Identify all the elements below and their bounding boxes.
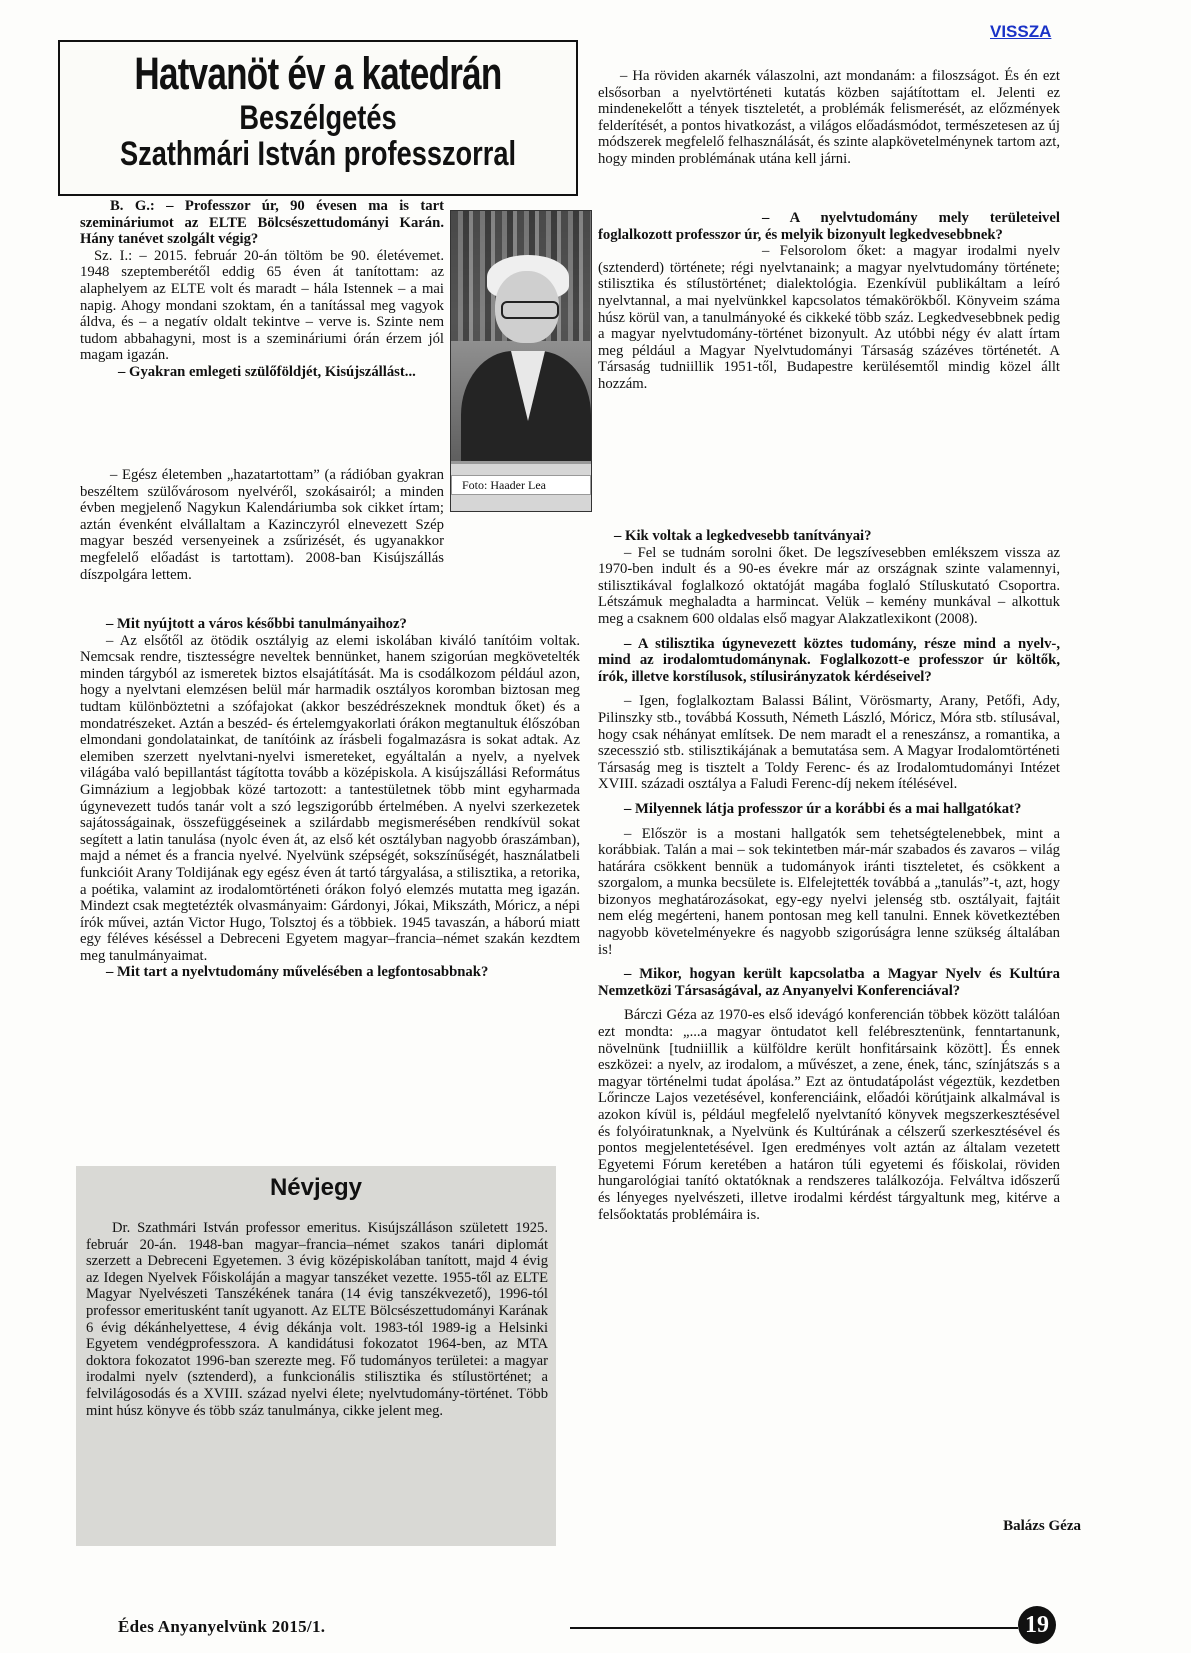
answer-3: – Az elsőtől az ötödik osztályig az elemi iskolában kiváló tanítóim voltak. Nemcsak rendre, tisztességre neveltek bennünket, hanem szigorúan megkövetelték minden tárgyból az ismeretek biztos elsajátítását. Ma is csodálkozom például azon, hogy a nyelvtani elemzésen belül már harmadik osztályos koromban biztosan meg tudtam különböztetni a szófajokat (akkor beszédrészeknek mondtuk őket) és a mondatrészeket. Aztán a beszéd- és értelemgyakorlati órákon megtanultuk élőszóban elmondani gondolatainkat, de tanítóink az írásbeli fogalmazásra is sokat adtak. Az elemiben szerzett nyelvtani-nyelvi ismereteket, egyáltalán a nyelv, a nyelvek világába való bepillantást tágította tovább a középiskola. A kisújszállási Református Gimnázium a legjobbak közé tartozott: a tantestületnek több mint egyharmada úgynevezett tudós tanár volt a szó legszigorúbb értelmében. A nyelvi szerkezetek sajátosságainak, összefüggéseinek a szilárdabb megismerésében rendkívül sokat segített a latin tanulása (nyolc éven át, az első két osztályban nagyobb óraszámban), majd a német és a francia nyelvé. Nyelvünk szépségét, sokszínűségét, használatbeli funkcióit Arany Toldijának egy egész éven át tartó tárgyalása, a stilisztika, a retorika, a poétika, valamint az irodalomtörténeti órákon folyó elemzés mutatta meg igazán. Mindezt csak megtetézték olvasmányaim: Gárdonyi, Jókai, Mikszáth, Móricz, a népi írók művei, aztán Victor Hugo, Tolsztoj és a többiek. 1945 tavaszán, a háború miatt egy féléves késéssel a Debreceni Egyetem magyar–francia–német szakán kezdtem meg tanulmányaimat. bbox=[80, 632, 580, 964]
question-1: B. G.: – Professzor úr, 90 évesen ma is tart szemináriumot az ELTE Bölcsészettudományi Karán. Hány tanévet szolgált végig? bbox=[80, 198, 444, 248]
answer-6: – Fel se tudnám sorolni őket. De legszívesebben emlékszem vissza az 1970-ben indult és a 90-es évekre már az országnak szinte valamennyi, stilisztikával foglalkozó oktatóját magába foglaló Stíluskutató Csoportra. Létszámuk meghaladta a harmincat. Velük – kemény munkával – alkottuk meg a csaknem 600 oldalas első magyar Alakzatlexikont (2008). bbox=[598, 544, 1060, 627]
question-2: – Gyakran emlegeti szülőföldjét, Kisújszállást... bbox=[118, 363, 416, 380]
page-number-badge: 19 bbox=[1018, 1606, 1056, 1644]
answer-2-top bbox=[80, 467, 444, 583]
article-title: Hatvanöt év a katedrán bbox=[134, 48, 502, 99]
profile-heading: Névjegy bbox=[269, 1174, 363, 1201]
answer-9: Bárczi Géza az 1970-es első idevágó konferencián többek között találóan ezt mondta: „...a magyar öntudatot kell felébresztenünk, fenntartanunk, növelnünk [tudniillik a külföldre került honfitársaink között]. És ennek eszközei: a nyelv, az irodalom, a művészet, a zene, ének, tánc, színjátszás s a magyar történelmi tudat ápolása.” Ezt az öntudatápolást végeztük, kezdetben Lőrincze Lajos vezetésével, konferenciáink, előadói körútjaink alkalmával is azokon kívül is, például megfelelő nyelvtanító könyvek megszerkesztésével és folyóiratunknak, a Nyelvünk és Kultúrának a célszerű szerkesztésével és pontos megjelentetésével. Igen eredményes volt aztán az általam vezetett Egyetemi Fórum keretében a határon túli egyetemi és főiskolai, röviden hungarológiai tanító oktatóknak a rendszeres találkozója. Felváltva időszerű és lényeges nyelvészeti, illetve irodalmi kérdést tárgyaltunk meg, kitérve a felsőoktatás problémáira is. bbox=[598, 1007, 1060, 1223]
answer-4: – Ha röviden akarnék válaszolni, azt mondanám: a filoszságot. És én ezt elsősorban a nyelvtörténeti kutatás közben sajátítottam el. Jelenti ez mindenekelőtt a tények tiszteletét, a problémák felismerését, az előzmények felderítését, a pontos hivatkozást, a világos előadásmódot, természetesen az új módszerek megfelelő felhasználását, és szinte alapkövetelménynek tartom azt, hogy minden problémának utána kell járni. bbox=[598, 68, 1060, 167]
intro-block bbox=[80, 198, 444, 381]
right-column-2 bbox=[598, 210, 1060, 393]
figure-glasses bbox=[501, 301, 559, 319]
answer-8: – Először is a mostani hallgatók sem tehetségtelenebbek, mint a korábbiak. Talán a mai – sok tekintetben már-már szabados és zavaros – világ határára csökkent bennük a tudományok iránti tiszteletet, és csökkent a szorgalom, a munka becsülete is. Elfelejtették továbbá a „tanulás”-t, azt, hogy bizonyos meghatározásokat, egy-egy nyelvi jelenség stb. osztályait, fajtáit nem elég megérteni, hanem pontosan meg kell tanulni. Ennek következtében nagyobb követelményekre és nagyobb szigorúságra lenne szükség általában is! bbox=[598, 825, 1060, 958]
footer-rule bbox=[570, 1627, 1018, 1629]
answer-2: – Egész életemben „hazatartottam” (a rádióban gyakran beszéltem szülővárosom nyelvéről, szokásairól; a minden évben megjelenő Nagykun Kalendáriumba sok cikket írtam; aztán évenként elvállaltam a Kazinczyról elnevezett Szép magyar beszéd versenyeinek a zsűrizését, és ugyanakkor megfelelő előadást is tartottam). 2008-ban Kisújszállás díszpolgára lettem. bbox=[80, 467, 444, 583]
article-subtitle-2: Szathmári István professzorral bbox=[119, 135, 517, 173]
portrait-photo bbox=[450, 210, 592, 512]
answer-7: – Igen, foglalkoztam Balassi Bálint, Vörösmarty, Arany, Petőfi, Ady, Pilinszky stb., továbbá Kossuth, Németh László, Móricz, Móra stb. stílusával, hogy csak néhányat említsek. De nem maradt el a reneszánsz, a romantika, a szecesszió stb. stilisztikájának a bemutatása sem. A Magyar Irodalomtörténeti Társaság meg is tisztelt a Toldy Ferenc- és az Irodalomtudományi Intézet XVIII. századi osztálya a Faludi Ferenc-díj nekem ítélésével. bbox=[598, 693, 1060, 793]
back-link[interactable]: VISSZA bbox=[990, 22, 1052, 41]
question-9: – Mikor, hogyan került kapcsolatba a Magyar Nyelv és Kultúra Nemzetközi Társaságával, az Anyanyelvi Konferenciával? bbox=[598, 966, 1060, 999]
question-6: – Kik voltak a legkedvesebb tanítványai? bbox=[614, 528, 872, 544]
right-column-3 bbox=[598, 528, 1060, 1223]
footer-publication: Édes Anyanyelvünk 2015/1. bbox=[118, 1617, 326, 1636]
author-signature: Balázs Géza bbox=[1003, 1518, 1081, 1534]
question-8: – Milyennek látja professzor úr a korábbi és a mai hallgatókat? bbox=[624, 800, 1022, 817]
title-box bbox=[58, 40, 578, 196]
question-5: – A nyelvtudomány mely területeivel foglalkozott professzor úr, és melyik bizonyult legkedvesebbnek? bbox=[598, 210, 1060, 243]
question-7: – A stilisztika úgynevezett köztes tudomány, része mind a nyelv-, mind az irodalomtudománynak. Foglalkozott-e professzor úr költők, írók, illetve korstílusok, stílusirányzatok kérdéseivel? bbox=[598, 635, 1060, 685]
lower-left-column bbox=[80, 616, 580, 981]
answer-1: Sz. I.: – 2015. február 20-án töltöm be 90. életévemet. 1948 szeptemberétől eddig 65 éven át tanítottam: az alaphelyem az ELTE volt és maradt – hála Istennek – a mai napig. Ahogy mondani szoktam, én a tanítással meg vagyok áldva, és – a negatív oldalt tekintve – verve is. Szinte nem tudom abbahagyni, most is a szemináriumi órán érzem jól magam igazán. bbox=[80, 247, 444, 364]
article-subtitle-1: Beszélgetés bbox=[239, 99, 397, 137]
profile-body: Dr. Szathmári István professor emeritus. Kisújszálláson született 1925. február 20-án. 1948-ban magyar–francia–német szakos tanári diplomát szerzett a Debreceni Egyetemen. 3 évig középiskolában tanított, majd 4 évig az Idegen Nyelvek Főiskoláján a magyar tanszéket vezette. 1955-től az ELTE Magyar Nyelvészeti Tanszékének tanára (14 évig tanszékvezető), 1996-tól professor emeritusként tanít ugyanott. Az ELTE Bölcsészettudományi Karának 6 évig dékánhelyettese, 4 évig dékánja volt. 1983-tól 1989-ig a Helsinki Egyetem vendégprofesszora. A kandidátusi fokozatot 1964-ben, az MTA doktora fokozatot 1996-ban szerezte meg. Fő tudományos területei: a magyar irodalmi nyelv (sztenderd), a funkcionális stilisztika és stílustörténet; a felvilágosodás és a XVIII. század nyelvi élete; nyelvtudomány-történet. Több mint húsz könyve és több száz tanulmánya, cikke jelent meg. bbox=[86, 1220, 548, 1419]
question-3: – Mit nyújtott a város későbbi tanulmányaihoz? bbox=[106, 616, 407, 632]
answer-5: – Felsorolom őket: a magyar irodalmi nyelv (sztenderd) története; régi nyelvtanaink; a magyar nyelvtudomány története; stilisztika és stílustörténet; dialektológia. Ezenkívül publikáltam a leíró nyelvtannal, a mai nyelvünkkel kapcsolatos témakörökből. Könyveim száma húsz körül van, a tanulmányoké és cikkeké több száz. Legkedvesebbnek pedig a magyar nyelvtudomány-történet bizonyult. Az utóbbi négy év alatt írtam meg például a Magyar Nyelvtudományi Társaság százéves történetét. A Társaság tudniillik 1951-től, Budapestre kerülésemtől mindig közel állt hozzám. bbox=[598, 243, 1060, 392]
question-4: – Mit tart a nyelvtudomány művelésében a legfontosabbnak? bbox=[106, 964, 489, 981]
right-column bbox=[598, 68, 1060, 168]
photo-credit: Foto: Haader Lea bbox=[451, 475, 591, 495]
profile-box bbox=[76, 1166, 556, 1546]
